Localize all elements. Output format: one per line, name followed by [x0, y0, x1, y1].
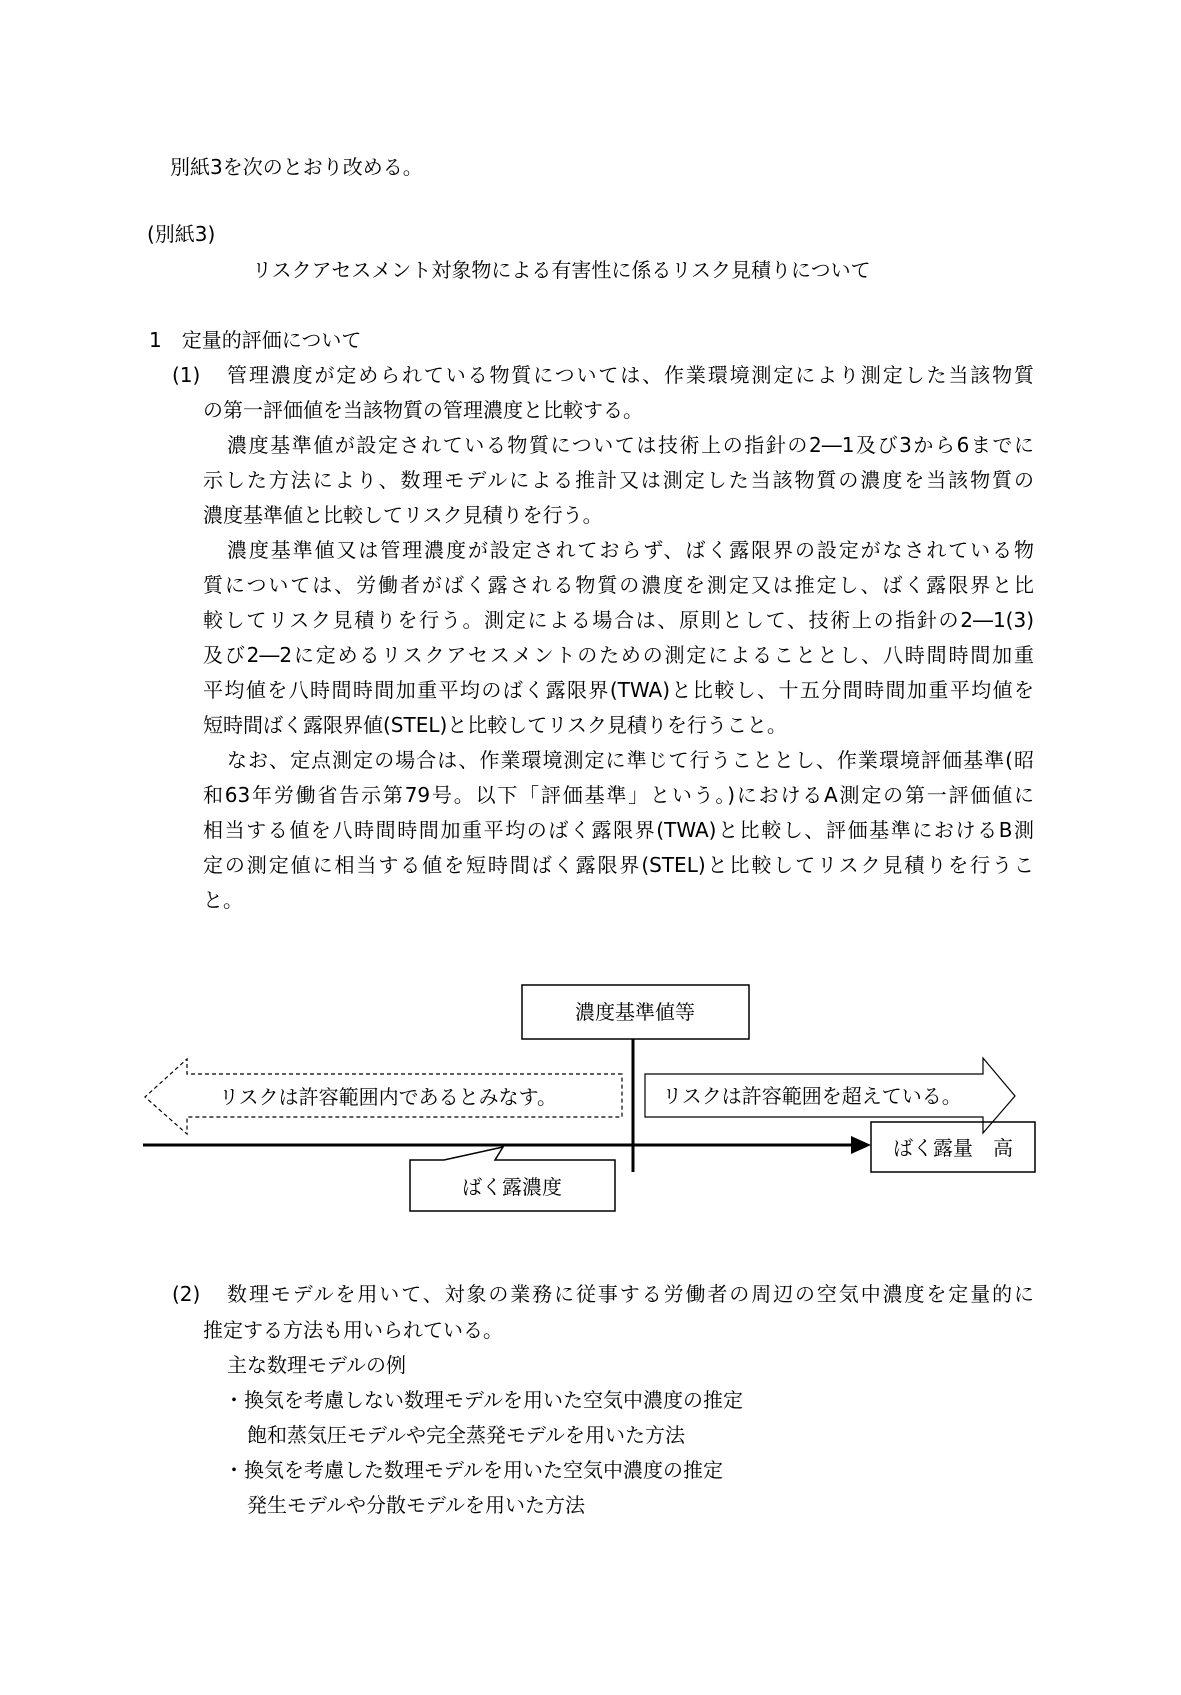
- axis-end-label: ばく露量 高: [893, 1136, 1013, 1160]
- examples-heading: 主な数理モデルの例: [227, 1353, 406, 1377]
- left-arrow-label: リスクは許容範囲内であるとみなす。: [219, 1085, 557, 1109]
- paragraph-line: 較してリスク見積りを行う。測定による場合は、原則として、技術上の指針の2―1(3): [203, 608, 1034, 632]
- paragraph-line: 示した方法により、数理モデルによる推計又は測定した当該物質の濃度を当該物質の: [203, 468, 1034, 492]
- exposure-label: ばく露濃度: [462, 1175, 562, 1199]
- exposure-callout: [410, 1147, 615, 1211]
- example-detail: 飽和蒸気圧モデルや完全蒸発モデルを用いた方法: [247, 1423, 685, 1447]
- paragraph-line: なお、定点測定の場合は、作業環境測定に準じて行うこととし、作業環境評価基準(昭: [227, 748, 1034, 772]
- item-1-marker: (1): [172, 363, 201, 387]
- paragraph-line: 濃度基準値又は管理濃度が設定されておらず、ばく露限界の設定がなされている物: [227, 538, 1034, 562]
- document-title: リスクアセスメント対象物による有害性に係るリスク見積りについて: [252, 258, 871, 282]
- item-2-marker: (2): [172, 1282, 201, 1306]
- threshold-label: 濃度基準値等: [575, 1000, 695, 1024]
- paragraph-line: と。: [203, 888, 243, 912]
- section-1-heading: 1 定量的評価について: [149, 328, 362, 352]
- paragraph-line: 質については、労働者がばく露される物質の濃度を測定又は推定し、ばく露限界と比: [203, 573, 1034, 597]
- paragraph-line: 和63年労働省告示第79号。以下「評価基準」という。)におけるA測定の第一評価値に: [203, 783, 1034, 807]
- paragraph-line: 及び2―2に定めるリスクアセスメントのための測定によることとし、八時間時間加重: [203, 643, 1034, 667]
- threshold-box: [522, 985, 749, 1039]
- left-arrow: [145, 1059, 622, 1134]
- paragraph-line: 相当する値を八時間時間加重平均のばく露限界(TWA)と比較し、評価基準におけるB測: [203, 818, 1034, 842]
- paragraph-line: の第一評価値を当該物質の管理濃度と比較する。: [203, 398, 643, 422]
- right-arrow-label: リスクは許容範囲を超えている。: [662, 1084, 962, 1108]
- paragraph-line: 濃度基準値と比較してリスク見積りを行う。: [203, 503, 603, 527]
- paragraph-line: 管理濃度が定められている物質については、作業環境測定により測定した当該物質: [227, 363, 1034, 387]
- axis-arrowhead: [851, 1136, 871, 1154]
- example-bullet: ・換気を考慮しない数理モデルを用いた空気中濃度の推定: [224, 1388, 743, 1412]
- paragraph-line: 短時間ばく露限界値(STEL)と比較してリスク見積りを行うこと。: [203, 713, 787, 737]
- paragraph-line: 推定する方法も用いられている。: [203, 1318, 503, 1342]
- paragraph-line: 数理モデルを用いて、対象の業務に従事する労働者の周辺の空気中濃度を定量的に: [227, 1282, 1034, 1306]
- attachment-label: (別紙3): [147, 222, 216, 246]
- example-bullet: ・換気を考慮した数理モデルを用いた空気中濃度の推定: [224, 1458, 723, 1482]
- example-detail: 発生モデルや分散モデルを用いた方法: [247, 1493, 585, 1517]
- paragraph-line: 濃度基準値が設定されている物質については技術上の指針の2―1及び3から6までに: [227, 433, 1034, 457]
- paragraph-line: 定の測定値に相当する値を短時間ばく露限界(STEL)と比較してリスク見積りを行うこ: [203, 853, 1034, 877]
- axis-end-box: [871, 1122, 1035, 1172]
- preamble: 別紙3を次のとおり改める。: [170, 155, 423, 179]
- paragraph-line: 平均値を八時間時間加重平均のばく露限界(TWA)と比較し、十五分間時間加重平均値を: [203, 678, 1034, 702]
